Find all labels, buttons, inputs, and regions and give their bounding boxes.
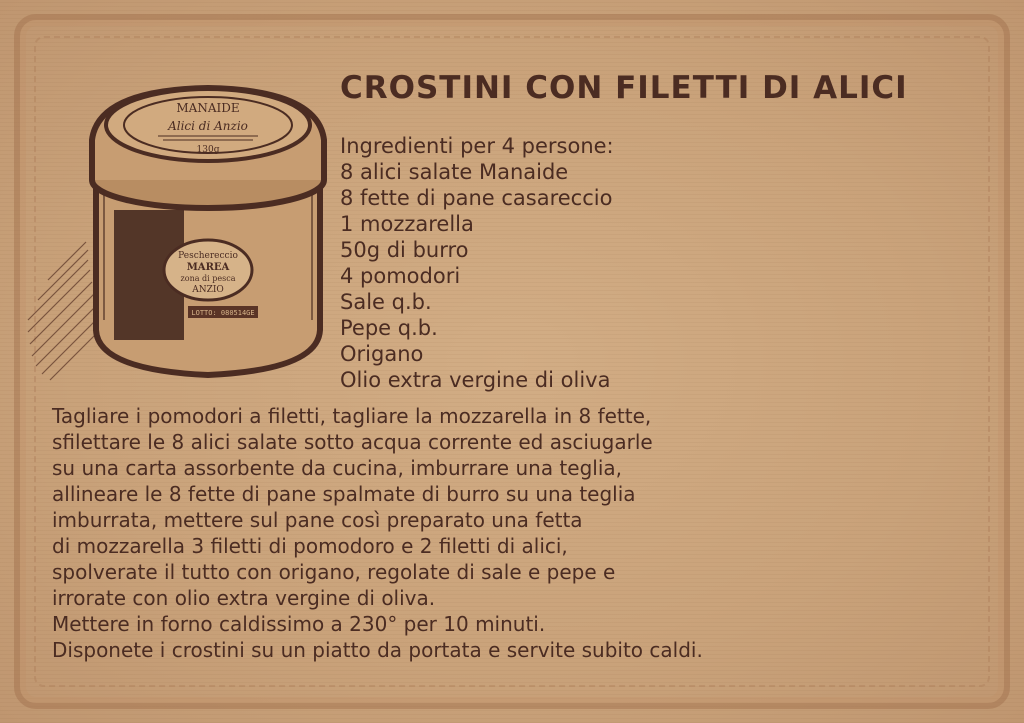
step-line: imburrata, mettere sul pane così preparato una fetta xyxy=(52,508,583,532)
ingredient-item: 8 alici salate Manaide xyxy=(340,160,569,184)
step-line: su una carta assorbente da cucina, imburrare una teglia, xyxy=(52,456,622,480)
anchovy-jar-illustration xyxy=(18,70,348,400)
ingredient-item: 4 pomodori xyxy=(340,264,461,288)
jar-label-line3: zona di pesca xyxy=(180,274,236,283)
jar-lid-product: Alici di Anzio xyxy=(168,119,248,133)
step-line: spolverate il tutto con origano, regolate di sale e pepe e xyxy=(52,560,616,584)
step-line: Disponete i crostini su un piatto da portata e servite subito caldi. xyxy=(52,638,703,662)
step-line: di mozzarella 3 filetti di pomodoro e 2 filetti di alici, xyxy=(52,534,568,558)
step-line: Mettere in forno caldissimo a 230° per 10 minuti. xyxy=(52,612,546,636)
jar-lid-brand: MANAIDE xyxy=(176,101,240,115)
recipe-title: CROSTINI CON FILETTI DI ALICI xyxy=(340,70,908,106)
jar-label-line2: MAREA xyxy=(186,262,230,273)
jar-lid-weight: 130g xyxy=(196,145,220,155)
ingredient-item: Olio extra vergine di oliva xyxy=(340,368,611,392)
jar-lot-number: LOTTO: 080514GE xyxy=(191,309,255,317)
step-line: irrorate con olio extra vergine di oliva. xyxy=(52,586,436,610)
ingredient-item: 50g di burro xyxy=(340,238,469,262)
jar-label-line4: ANZIO xyxy=(192,285,224,295)
ingredient-item: 8 fette di pane casareccio xyxy=(340,186,613,210)
ingredient-item: Origano xyxy=(340,342,424,366)
step-line: sfilettare le 8 alici salate sotto acqua corrente ed asciugarle xyxy=(52,430,653,454)
ingredient-item: Sale q.b. xyxy=(340,290,432,314)
step-line: Tagliare i pomodori a filetti, tagliare la mozzarella in 8 fette, xyxy=(52,404,652,428)
jar-label-line1: Peschereccio xyxy=(178,251,238,261)
ingredient-item: Pepe q.b. xyxy=(340,316,438,340)
step-line: allineare le 8 fette di pane spalmate di burro su una teglia xyxy=(52,482,636,506)
ingredients-heading: Ingredienti per 4 persone: xyxy=(340,134,614,158)
ingredient-item: 1 mozzarella xyxy=(340,212,474,236)
